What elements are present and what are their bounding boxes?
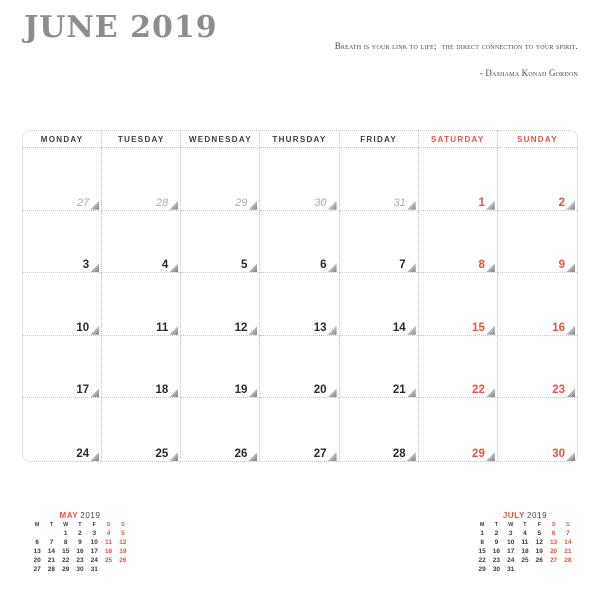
mini-weekday-letter: S <box>566 522 570 528</box>
mini-day-number: 2 <box>78 530 82 537</box>
page-fold-icon <box>566 326 575 335</box>
mini-day-number: 29 <box>62 566 70 573</box>
mini-day-number <box>30 530 44 538</box>
page-fold-icon <box>486 201 495 210</box>
mini-day-number: 1 <box>480 530 484 537</box>
day-number: 9 <box>558 259 565 272</box>
mini-day-number: 27 <box>33 566 41 573</box>
day-number: 30 <box>314 196 327 209</box>
page-fold-icon <box>169 263 178 272</box>
page-fold-icon <box>328 388 337 397</box>
page-title: JUNE 2019 <box>24 10 218 45</box>
mini-day-number: 17 <box>90 548 98 555</box>
mini-day-number: 12 <box>535 539 543 546</box>
mini-weekday-letter: W <box>63 522 69 528</box>
day-cell <box>181 273 260 336</box>
day-tag <box>83 260 99 272</box>
weekday-header-monday: MONDAY <box>23 131 102 148</box>
day-tag <box>241 260 257 272</box>
mini-day-number <box>546 566 560 574</box>
mini-day-number: 13 <box>33 548 41 555</box>
page-fold-icon <box>407 388 416 397</box>
page-fold-icon <box>407 201 416 210</box>
page-fold-icon <box>407 326 416 335</box>
mini-day-number: 22 <box>62 557 70 564</box>
day-number: 1 <box>478 196 485 209</box>
day-tag <box>393 323 416 335</box>
mini-month-name: JULY <box>502 511 525 520</box>
mini-day-number: 13 <box>549 539 558 546</box>
day-tag <box>478 198 494 210</box>
day-number: 19 <box>234 384 248 397</box>
day-cell <box>419 211 498 274</box>
day-number: 13 <box>313 321 327 334</box>
mini-month-year: 2019 <box>80 511 101 520</box>
page-fold-icon <box>407 263 416 272</box>
mini-calendar-prev-month <box>30 511 130 574</box>
mini-day-number: 21 <box>47 557 56 564</box>
day-cell <box>260 398 339 461</box>
mini-weekday-letter: S <box>106 522 111 528</box>
day-tag <box>552 323 575 335</box>
mini-day-number: 23 <box>492 557 501 564</box>
day-tag <box>76 323 99 335</box>
day-cell <box>260 336 339 399</box>
day-cell <box>419 273 498 336</box>
page-fold-icon <box>90 388 99 397</box>
page-fold-icon <box>486 452 495 461</box>
mini-day-number: 28 <box>564 557 572 564</box>
day-number: 28 <box>156 196 169 209</box>
mini-day-number: 5 <box>121 530 125 537</box>
mini-calendar-grid <box>475 522 575 574</box>
day-tag <box>76 385 99 397</box>
mini-day-number: 29 <box>478 566 486 573</box>
day-cell <box>260 148 339 211</box>
day-cell <box>102 336 181 399</box>
day-tag <box>552 385 575 397</box>
day-tag <box>77 198 99 210</box>
day-tag <box>235 385 258 397</box>
page-fold-icon <box>566 263 575 272</box>
day-number: 11 <box>156 321 169 334</box>
mini-day-number: 20 <box>549 548 558 555</box>
day-tag <box>155 449 178 461</box>
day-cell <box>419 336 498 399</box>
day-cell <box>181 398 260 461</box>
day-number: 6 <box>320 259 327 272</box>
page-fold-icon <box>248 201 257 210</box>
mini-day-number: 26 <box>535 557 543 564</box>
day-cell <box>498 211 577 274</box>
day-cell <box>340 398 419 461</box>
day-tag <box>559 260 575 272</box>
mini-day-number: 24 <box>90 557 98 564</box>
page-fold-icon <box>486 326 495 335</box>
day-tag <box>552 449 575 461</box>
day-number: 26 <box>234 447 248 460</box>
mini-day-number: 18 <box>521 548 529 555</box>
day-number: 8 <box>478 259 485 272</box>
mini-day-number: 27 <box>549 557 558 564</box>
mini-weekday-letter: M <box>34 522 40 528</box>
day-cell <box>23 211 102 274</box>
day-tag <box>393 198 415 210</box>
page-fold-icon <box>328 452 337 461</box>
mini-day-number <box>116 566 130 574</box>
day-number: 31 <box>393 196 406 209</box>
mini-day-number: 17 <box>507 548 515 555</box>
day-number: 21 <box>392 384 406 397</box>
day-tag <box>393 385 416 397</box>
day-cell <box>23 148 102 211</box>
day-number: 22 <box>472 384 485 397</box>
mini-calendar-next-month <box>475 511 575 574</box>
quote <box>335 24 578 87</box>
mini-day-number: 23 <box>76 557 84 564</box>
page-fold-icon <box>169 452 178 461</box>
day-number: 23 <box>552 384 565 397</box>
page-fold-icon <box>407 452 416 461</box>
day-cell <box>260 273 339 336</box>
mini-day-number <box>44 530 58 538</box>
mini-day-number: 25 <box>104 557 113 564</box>
day-number: 12 <box>234 321 248 334</box>
day-tag <box>314 449 337 461</box>
day-number: 29 <box>235 196 248 209</box>
day-number: 17 <box>76 384 90 397</box>
page-fold-icon <box>486 388 495 397</box>
page-fold-icon <box>248 388 257 397</box>
mini-weekday-letter: F <box>537 522 541 528</box>
mini-day-number <box>518 566 532 574</box>
page-fold-icon <box>169 201 178 210</box>
day-cell <box>340 273 419 336</box>
mini-day-number: 14 <box>47 548 56 555</box>
page-fold-icon <box>90 326 99 335</box>
mini-weekday-letter: S <box>121 522 125 528</box>
mini-day-number: 9 <box>494 539 499 546</box>
day-number: 24 <box>76 447 90 460</box>
mini-day-number: 26 <box>119 557 127 564</box>
day-tag <box>478 260 494 272</box>
mini-day-number: 28 <box>47 566 56 573</box>
mini-day-number: 9 <box>78 539 82 546</box>
weekday-header-saturday: SATURDAY <box>419 131 498 148</box>
day-number: 16 <box>552 321 565 334</box>
mini-weekday-letter: T <box>49 522 54 528</box>
day-tag <box>472 385 495 397</box>
mini-day-number: 15 <box>62 548 70 555</box>
day-cell <box>102 148 181 211</box>
month-calendar-grid <box>22 130 578 462</box>
mini-day-number: 15 <box>478 548 486 555</box>
mini-month-name: MAY <box>59 511 79 520</box>
mini-day-number <box>101 566 115 574</box>
page-fold-icon <box>169 326 178 335</box>
day-cell <box>102 211 181 274</box>
day-cell <box>498 148 577 211</box>
mini-weekday-letter: T <box>523 522 527 528</box>
mini-weekday-letter: S <box>551 522 556 528</box>
mini-day-number: 14 <box>564 539 572 546</box>
day-cell <box>23 398 102 461</box>
day-number: 27 <box>313 447 327 460</box>
mini-calendar-grid <box>30 522 130 574</box>
mini-day-number: 2 <box>494 530 499 537</box>
page-fold-icon <box>328 326 337 335</box>
day-number: 4 <box>161 259 169 272</box>
mini-weekday-letter: T <box>78 522 82 528</box>
mini-day-number: 7 <box>49 539 54 546</box>
day-cell <box>340 336 419 399</box>
day-tag <box>155 385 178 397</box>
mini-day-number: 30 <box>76 566 84 573</box>
day-cell <box>181 148 260 211</box>
page-fold-icon <box>566 201 575 210</box>
mini-day-number: 6 <box>551 530 556 537</box>
mini-day-number: 24 <box>507 557 515 564</box>
page-fold-icon <box>90 201 99 210</box>
day-tag <box>399 260 415 272</box>
day-number: 2 <box>558 196 565 209</box>
day-cell <box>102 273 181 336</box>
day-cell <box>23 336 102 399</box>
day-number: 15 <box>472 321 485 334</box>
mini-day-number: 19 <box>119 548 127 555</box>
mini-day-number <box>532 566 546 574</box>
day-number: 7 <box>399 259 406 272</box>
mini-day-number: 4 <box>523 530 527 537</box>
mini-day-number: 3 <box>508 530 513 537</box>
mini-calendar-title <box>30 511 130 520</box>
mini-day-number: 25 <box>521 557 529 564</box>
mini-day-number: 11 <box>105 539 112 546</box>
day-cell <box>498 273 577 336</box>
page-fold-icon <box>486 263 495 272</box>
day-cell <box>181 211 260 274</box>
mini-weekday-letter: M <box>479 522 485 528</box>
mini-day-number: 10 <box>90 539 98 546</box>
mini-day-number: 19 <box>535 548 543 555</box>
day-cell <box>181 336 260 399</box>
page-fold-icon <box>566 452 575 461</box>
mini-day-number: 31 <box>507 566 515 573</box>
day-tag <box>314 323 337 335</box>
page-fold-icon <box>248 326 257 335</box>
quote-line-1: Breath is your link to life; the direct connection to your spirit. <box>334 41 578 51</box>
mini-day-number: 18 <box>104 548 113 555</box>
weekday-header-wednesday: WEDNESDAY <box>181 131 260 148</box>
day-tag <box>235 449 258 461</box>
day-tag <box>472 449 495 461</box>
mini-day-number: 8 <box>480 539 484 546</box>
mini-day-number: 21 <box>564 548 572 555</box>
day-number: 29 <box>472 447 485 460</box>
mini-month-year: 2019 <box>526 511 548 520</box>
day-number: 5 <box>241 259 248 272</box>
mini-day-number: 30 <box>492 566 501 573</box>
day-number: 10 <box>76 321 90 334</box>
day-tag <box>235 198 257 210</box>
mini-day-number: 22 <box>478 557 486 564</box>
day-tag <box>314 385 337 397</box>
day-number: 18 <box>155 384 169 397</box>
day-number: 14 <box>392 321 406 334</box>
mini-day-number <box>561 566 575 574</box>
day-tag <box>156 323 178 335</box>
mini-day-number: 16 <box>76 548 84 555</box>
mini-day-number: 11 <box>521 539 529 546</box>
mini-day-number: 3 <box>92 530 97 537</box>
day-cell <box>340 148 419 211</box>
day-cell <box>340 211 419 274</box>
page-fold-icon <box>169 388 178 397</box>
mini-day-number: 31 <box>90 566 98 573</box>
day-tag <box>156 198 178 210</box>
mini-day-number: 1 <box>63 530 68 537</box>
page-fold-icon <box>90 452 99 461</box>
mini-day-number: 5 <box>537 530 542 537</box>
page-fold-icon <box>248 452 257 461</box>
mini-day-number: 8 <box>63 539 68 546</box>
mini-weekday-letter: T <box>494 522 499 528</box>
day-tag <box>235 323 258 335</box>
day-number: 30 <box>552 447 565 460</box>
mini-day-number: 4 <box>106 530 111 537</box>
mini-day-number: 20 <box>33 557 41 564</box>
page-fold-icon <box>566 388 575 397</box>
day-cell <box>498 398 577 461</box>
day-tag <box>162 260 178 272</box>
day-tag <box>559 198 575 210</box>
day-number: 25 <box>155 447 169 460</box>
page-fold-icon <box>90 263 99 272</box>
day-cell <box>23 273 102 336</box>
day-tag <box>472 323 495 335</box>
day-cell <box>102 398 181 461</box>
page-fold-icon <box>248 263 257 272</box>
weekday-header-thursday: THURSDAY <box>260 131 339 148</box>
weekday-header-tuesday: TUESDAY <box>102 131 181 148</box>
mini-calendar-title <box>475 511 575 520</box>
day-cell <box>419 148 498 211</box>
mini-day-number: 10 <box>507 539 515 546</box>
quote-line-2: - Dashama Konah Gordon <box>479 68 578 78</box>
day-tag <box>76 449 99 461</box>
day-number: 28 <box>392 447 406 460</box>
mini-day-number: 12 <box>119 539 127 546</box>
day-number: 3 <box>82 259 90 272</box>
weekday-header-friday: FRIDAY <box>340 131 419 148</box>
mini-weekday-letter: W <box>508 522 514 528</box>
mini-day-number: 16 <box>492 548 501 555</box>
day-number: 20 <box>313 384 327 397</box>
mini-weekday-letter: F <box>92 522 96 528</box>
day-cell <box>419 398 498 461</box>
day-tag <box>393 449 416 461</box>
page-fold-icon <box>328 201 337 210</box>
day-tag <box>314 198 336 210</box>
day-cell <box>260 211 339 274</box>
page-fold-icon <box>328 263 337 272</box>
day-tag <box>320 260 336 272</box>
mini-day-number: 7 <box>566 530 570 537</box>
day-cell <box>498 336 577 399</box>
weekday-header-sunday: SUNDAY <box>498 131 577 148</box>
day-number: 27 <box>76 196 90 209</box>
mini-day-number: 6 <box>35 539 39 546</box>
